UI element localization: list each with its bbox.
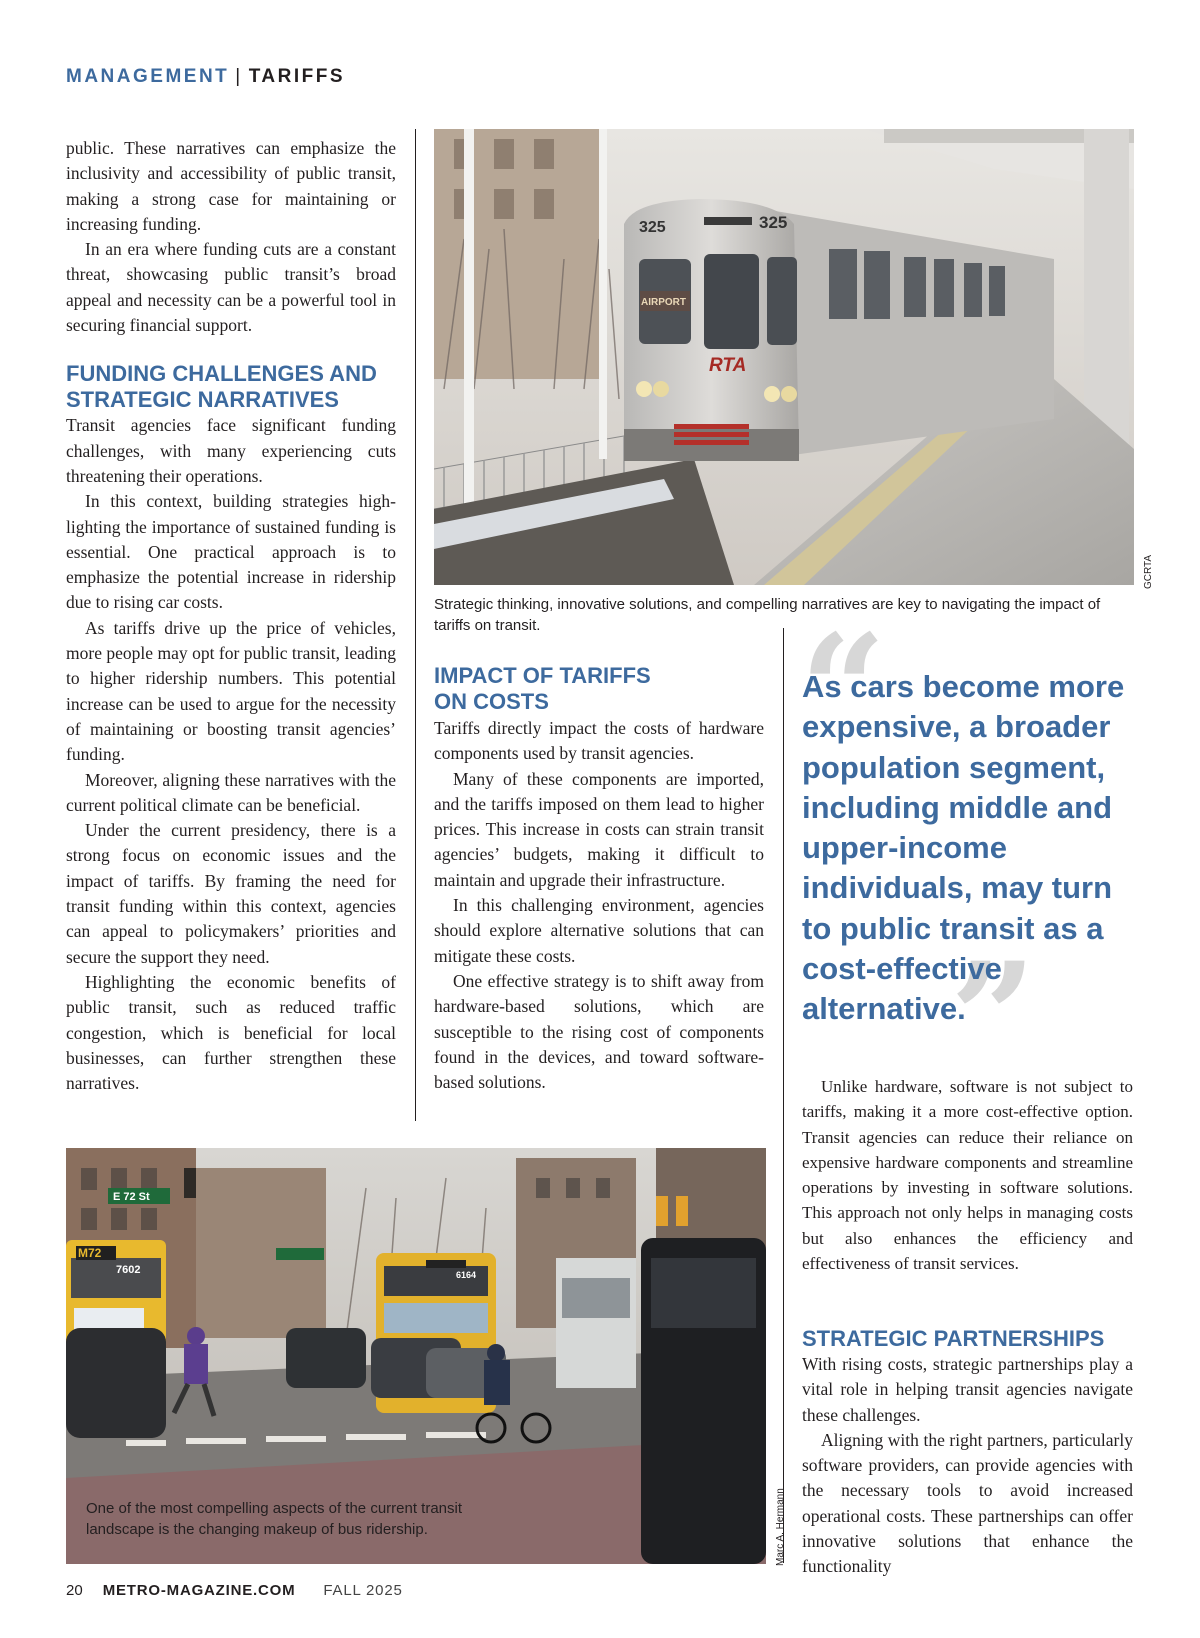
paragraph: Under the current presidency, there is a strong focus on economic issues and the impact of tariffs. By framing the need for transit funding within this context, agencies can appeal to policymakers’ priorities and secure the support they need. [66,820,396,967]
paragraph: In this context, building strategies highlighting the importance of sustained funding is essential. One practical approach is to emphasize the potential increase in ridership due to rising car costs. [66,491,396,613]
paragraph: Moreover, aligning these narratives with the current political climate can be beneficial. [66,769,396,815]
paragraph: One effective strategy is to shift away from hardware-based solutions, which are susceptible to the rising cost of components found in the devices, and toward software-based solutions. [434,970,764,1093]
left-column [66,136,396,1096]
paragraph: Aligning with the right partners, particularly software providers, can provide agencies with the necessary tools to avoid increased operational costs. These partnerships can offer innovative solutions that enhance the functionality [802,1429,1133,1577]
pull-quote-text: As cars become more expensive, a broader population segment, including middle and upper-income individuals, may turn to public transit as a cost-effective alternative. [802,669,1125,1027]
page-footer [66,1582,403,1599]
train-illustration [434,129,1134,585]
pull-quote [800,602,1147,1106]
photo-credit-train: GCRTA [1143,554,1154,589]
paragraph: Tariffs directly impact the costs of hardware components used by transit agencies. [434,718,764,764]
section-header [66,66,345,88]
caption-street: One of the most compelling aspects of the current transit landscape is the changing makeup of bus ridership. [86,1500,463,1538]
paragraph: With rising costs, strategic partnerships play a vital role in helping transit agencies navigate these challenges. [802,1354,1133,1425]
photo-credit-street: Marc A. Hermann [775,1488,786,1566]
paragraph: As tariffs drive up the price of vehicles, more people may opt for public transit, leading to higher ridership numbers. This potential increase can be used to argue for the necessity of maintaining or boosting transit agencies’ funding. [66,617,396,765]
page-number: 20 [66,1582,83,1599]
train-number-left: 325 [639,219,666,236]
paragraph: public. These narratives can emphasize the inclusivity and accessibility of public transit, making a strong case for maintaining or increasing funding. [66,138,396,234]
train-number-right: 325 [759,213,788,232]
paragraph: Unlike hardware, software is not subject to tariffs, making it a more cost-effective option. Transit agencies can reduce their reliance on expensive hardware components and streamline operations by investing in software solutions. This approach not only helps in managing costs but also enhances the efficiency and effectiveness of transit services. [802,1077,1133,1274]
paragraph: Highlighting the economic benefits of public transit, such as reduced traffic congestion, which is beneficial for local businesses, can further strengthen these narratives. [66,971,396,1094]
subhead-impact-of-tariffs: IMPACT OF TARIFFS ON COSTS [434,663,651,714]
close-quote-mark: ” [950,930,1037,1106]
open-quote-mark: “ [800,602,887,778]
subhead-strategic-partnerships: STRATEGIC PARTNERSHIPS [802,1326,1105,1351]
paragraph: Transit agencies face significant funding challenges, with many experiencing cuts threatening their operations. [66,415,396,486]
section-label: MANAGEMENT [66,66,230,87]
paragraph: In an era where funding cuts are a constant threat, showcasing public transit’s broad appeal and necessity can be a powerful tool in securing financial support. [66,239,396,336]
bus2-number-text: 6164 [456,1270,477,1280]
caption-train: Strategic thinking, innovative solutions, and compelling narratives are key to navigating the impact of tariffs on transit. [434,596,1101,634]
section-divider: | [235,66,243,87]
destination-sign: AIRPORT [641,297,686,308]
street-photo [66,1148,766,1564]
right-column-top [802,1074,1133,1276]
bus-number-text: 7602 [116,1264,141,1276]
subhead-funding-challenges: FUNDING CHALLENGES AND STRATEGIC NARRATIVES [66,361,377,413]
street-sign-text: E 72 St [113,1191,150,1203]
bus-route-text: M72 [78,1246,102,1260]
middle-column [434,663,764,1095]
topic-label: TARIFFS [248,66,346,87]
rta-logo: RTA [709,355,747,376]
site-name: METRO-MAGAZINE.COM [102,1582,296,1599]
column-rule [415,129,416,1121]
right-column-bottom [802,1326,1133,1580]
paragraph: In this challenging environment, agencies should explore alternative solutions that can mitigate these costs. [434,895,764,966]
issue-label: FALL 2025 [323,1582,403,1599]
paragraph: Many of these components are imported, and the tariffs imposed on them lead to higher prices. This increase in costs can strain transit agencies’ budgets, making it difficult to maintain and upgrade their infrastructure. [434,768,764,890]
column-rule [783,628,784,1563]
train-photo [434,129,1134,585]
